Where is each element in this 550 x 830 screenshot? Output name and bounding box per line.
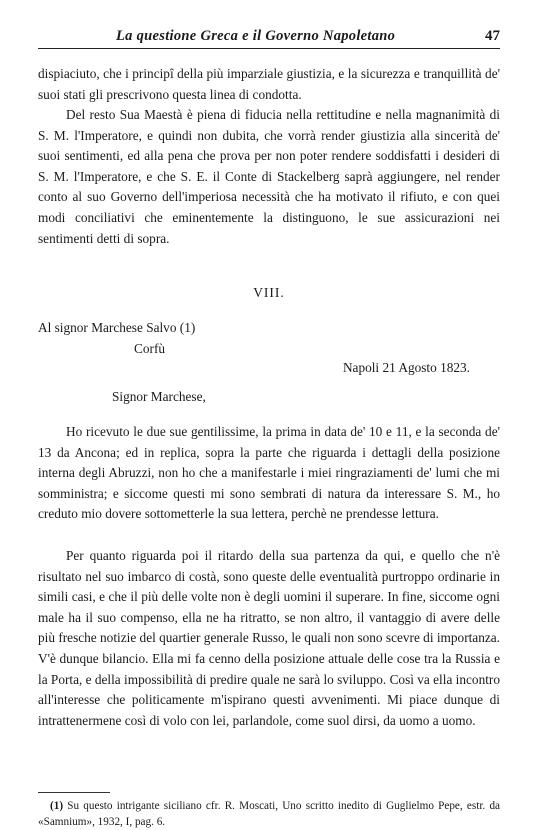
footnote-text: Su questo intrigante siciliano cfr. R. Moscati, Uno scritto inedito di Guglielmo Pepe, estr. da «Samnium», 1932, I, pag. 6. bbox=[38, 800, 500, 828]
paragraph: Ho ricevuto le due sue gentilissime, la prima in data de' 10 e 11, e la seconda de' 13 da Ancona; ed in replica, sopra la parte che riguarda i dettagli della posizione interna degli Abruzzi, non ho che a manifestarle i miei ringraziamenti de' lumi che mi somministra; e siccome questi mi sono sembrati di natura da interessare S. M., ho creduto mio dovere sottometterle la sua lettera, perchè ne prendesse lettura. bbox=[38, 424, 500, 522]
letter-dateline: Napoli 21 Agosto 1823. bbox=[342, 360, 470, 375]
running-header bbox=[38, 26, 500, 49]
footnote-rule bbox=[38, 792, 110, 793]
paragraph: Del resto Sua Maestà è piena di fiducia nella rettitudine e nella magnanimità di S. M. l'Imperatore, e quindi non dubita, che vorrà render giustizia alla sincerità de' suoi sentimenti, ed alla pena che prova per non poter rendere soddisfatti i desideri di S. M. l'Imperatore, e che S. E. il Conte di Stackelberg saprà aggiungere, nel render conto al suo Governo dell'imperiosa necessità che ha motivato il rifiuto, e con quei modi conciliativi che eminentemente la distinguono, le sue assicurazioni nei sentimenti detti di sopra. bbox=[38, 107, 500, 246]
footnote-mark: (1) bbox=[50, 800, 64, 812]
page-number: 47 bbox=[485, 28, 500, 44]
footnote bbox=[38, 798, 500, 830]
paragraph: Per quanto riguarda poi il ritardo della sua partenza da qui, e quello che n'è risultato nel suo imbarco di costà, sono queste delle eventualità purtroppo ordinarie in simili casi, e che il più delle volte non è degli uomini il superare. In fine, siccome ogni male ha il suo compenso, ella ne ha ritratto, se non altro, il vantaggio di avere delle più fresche notizie del quartier generale Russo, le quali non sono scevre di importanza. V'è dunque bilancio. Ella mi fa cenno della posizione attuale delle cose tra la Russia e la Porta, e della impossibilità di predire quale ne sarà lo sviluppo. Così va ella incontro all'interesse che politicamente m'ispirano questi avvenimenti. Mi piace dunque di intrattenermene così di volo con lei, parlandole, come suol dirsi, da uomo a uomo. bbox=[38, 548, 500, 728]
letter-place: Corfù bbox=[134, 341, 166, 356]
letter-addressee: Al signor Marchese Salvo (1) bbox=[38, 320, 196, 335]
running-title: La questione Greca e il Governo Napoletano bbox=[116, 28, 396, 44]
section-number: VIII. bbox=[253, 285, 285, 300]
paragraph-continued: dispiaciuto, che i principî della più imparziale giustizia, e la sicurezza e tranquillità de' suoi stati gli prescrivono questa linea di condotta. bbox=[38, 66, 500, 102]
document-page bbox=[38, 26, 500, 828]
letter-salutation: Signor Marchese, bbox=[112, 389, 206, 404]
